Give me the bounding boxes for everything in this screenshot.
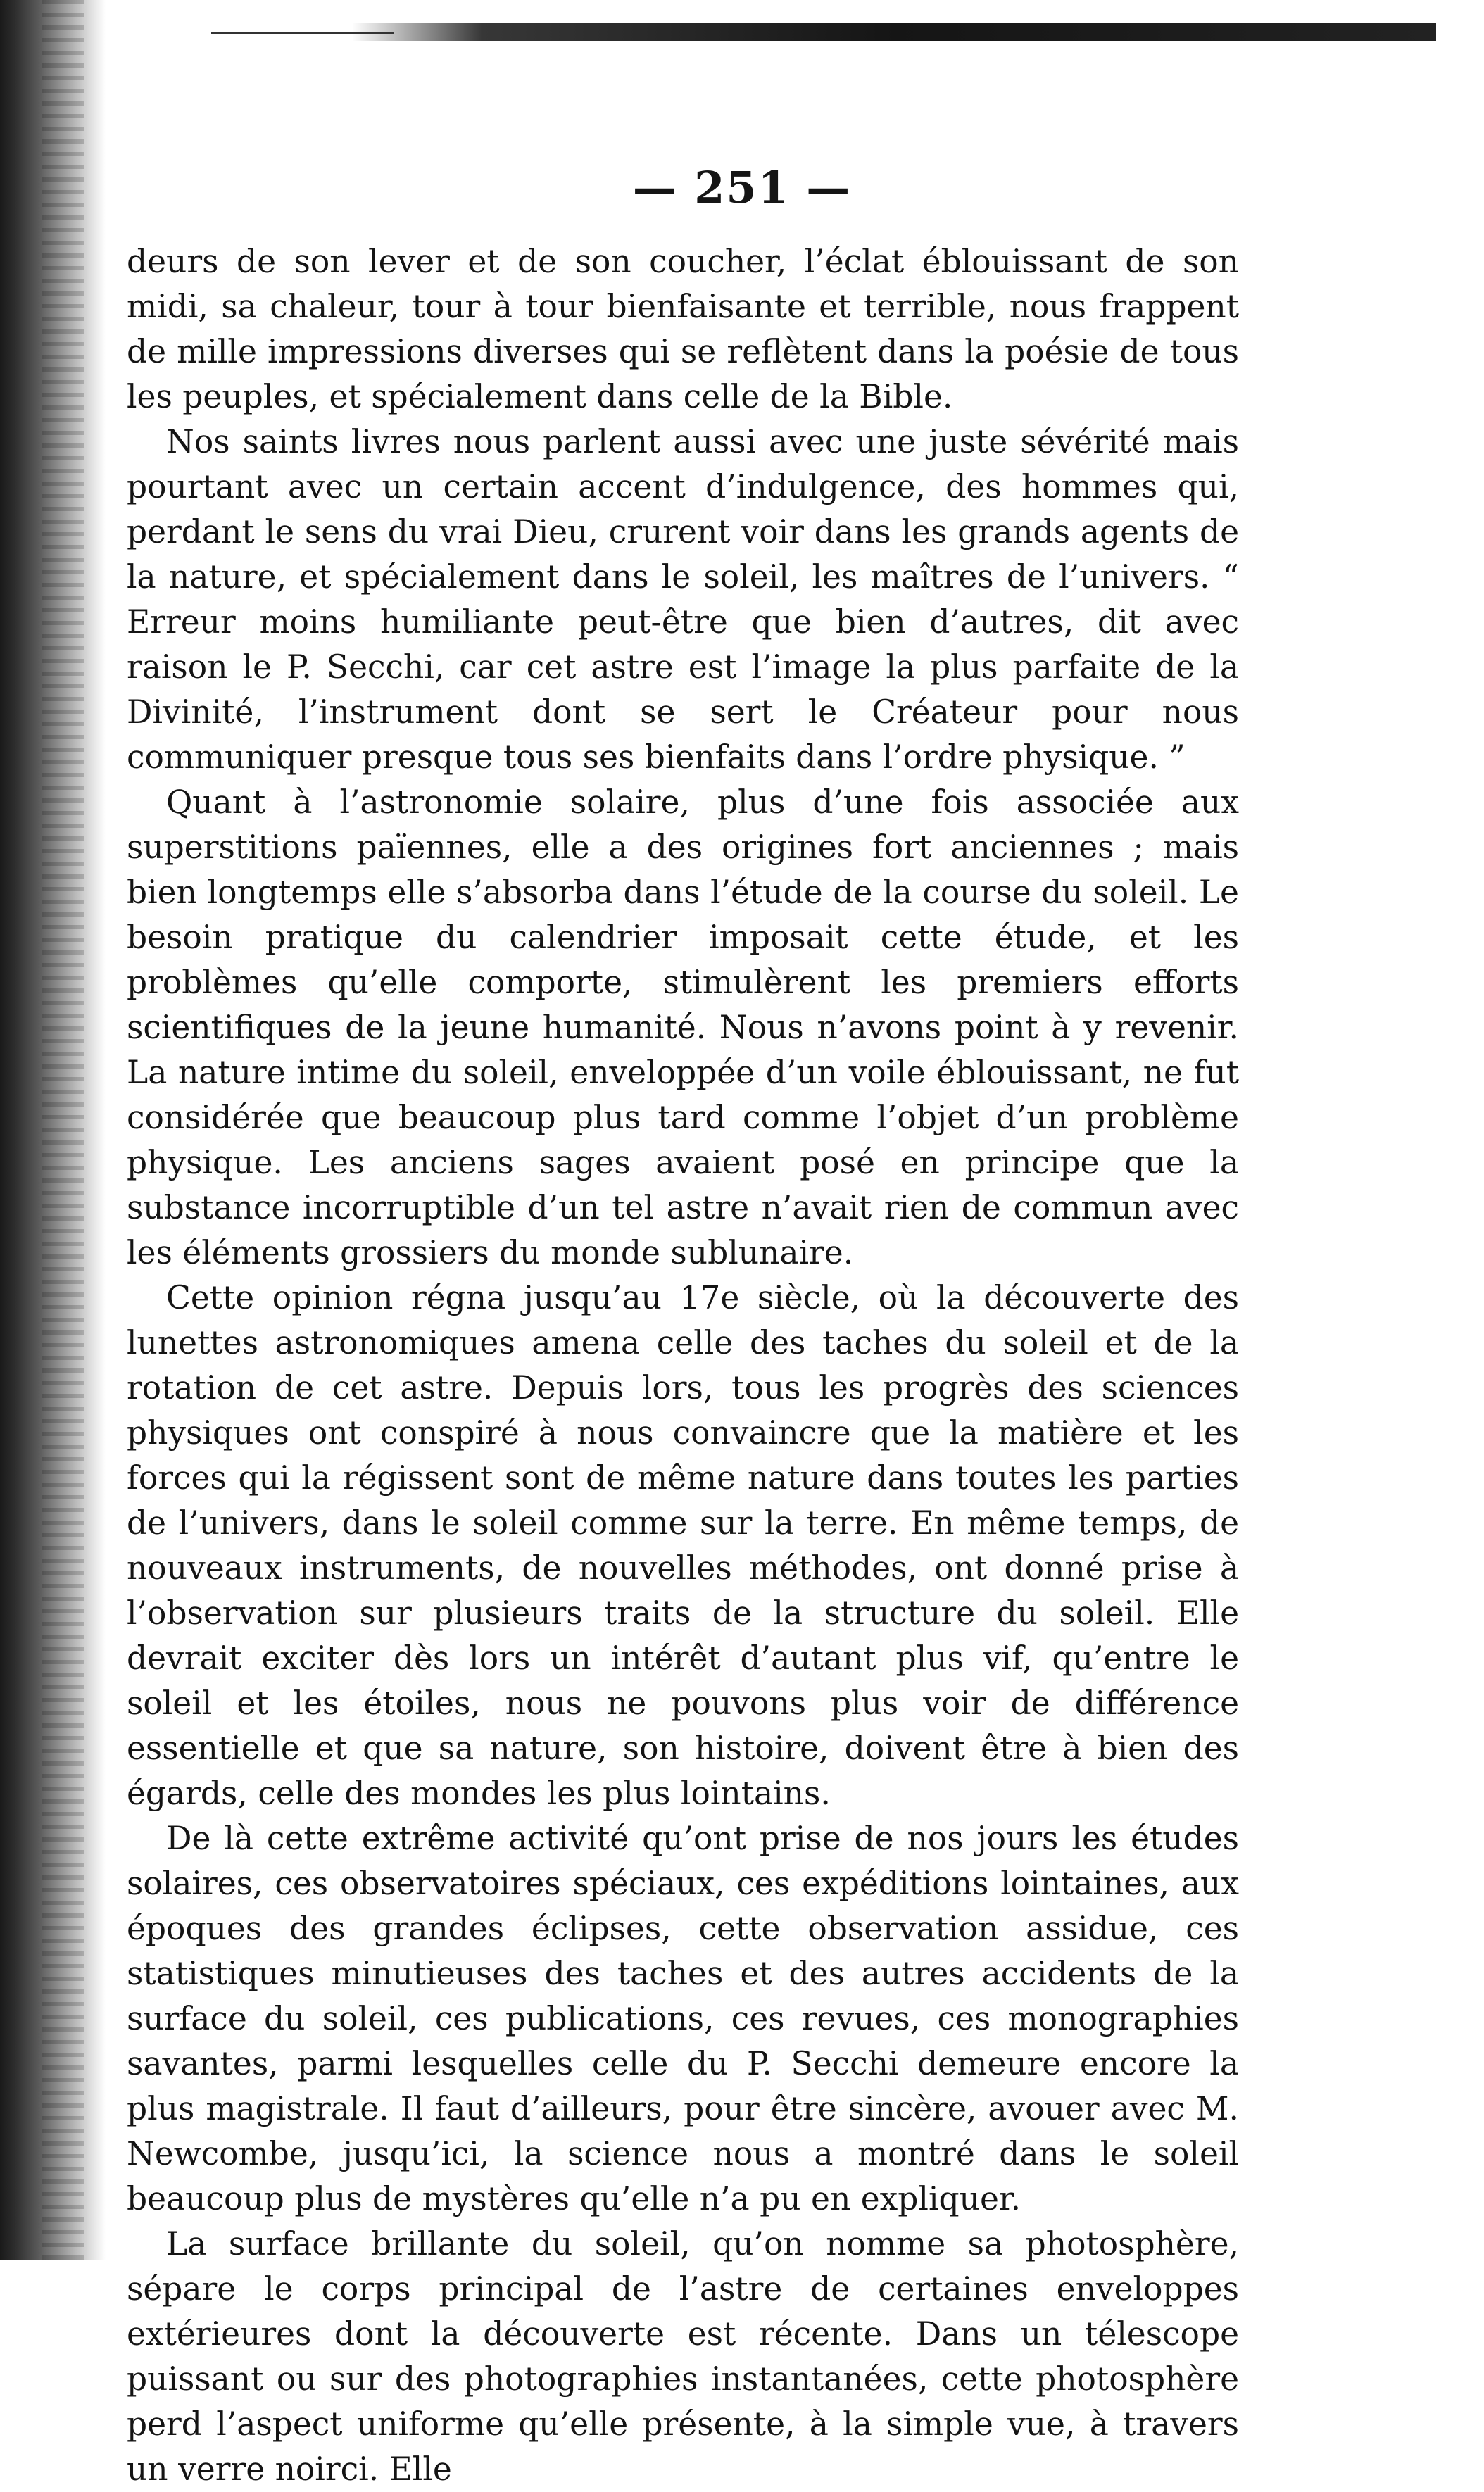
scan-binding-speckle — [42, 0, 84, 2260]
scan-top-edge-shadow — [352, 23, 1436, 41]
paragraph-6: La surface brillante du soleil, qu’on nomme sa photosphère, sépare le corps principal de l’astre de certaines enveloppes extérieures dont la découverte est récente. Dans un télescope puissant ou sur des photographies instantanées, cette photosphère perd l’aspect uniforme qu’elle présente, à la simple vue, à travers un verre noirci. Elle — [127, 2225, 1239, 2488]
paragraph-2: Nos saints livres nous parlent aussi avec une juste sévérité mais pourtant avec un certain accent d’indulgence, des hommes qui, perdant le sens du vrai Dieu, crurent voir dans les grands agents de la nature, et spécialement dans le soleil, les maîtres de l’univers. “ Erreur moins humiliante peut-être que bien d’autres, dit avec raison le P. Secchi, car cet astre est l’image la plus parfaite de la Divinité, l’instrument dont se sert le Créateur pour nous communiquer presque tous ses bienfaits dans l’ordre physique. ” — [127, 423, 1239, 776]
page-number: — 251 — — [632, 162, 852, 213]
paragraph-1: deurs de son lever et de son coucher, l’éclat éblouissant de son midi, sa chaleur, tour à tour bienfaisante et terrible, nous frappent de mille impressions diverses qui se reflètent dans la poésie de tous les peuples, et spécialement dans celle de la Bible. — [127, 243, 1239, 415]
body-text — [127, 239, 1239, 2492]
paragraph-4: Cette opinion régna jusqu’au 17e siècle, où la découverte des lunettes astronomiques amena celle des taches du soleil et de la rotation de cet astre. Depuis lors, tous les progrès des sciences physiques ont conspiré à nous convaincre que la matière et les forces qui la régissent sont de même nature dans toutes les parties de l’univers, dans le soleil comme sur la terre. En même temps, de nouveaux instruments, de nouvelles méthodes, ont donné prise à l’observation sur plusieurs traits de la structure du soleil. Elle devrait exciter dès lors un intérêt d’autant plus vif, qu’entre le soleil et les étoiles, nous ne pouvons plus voir de différence essentielle et que sa nature, son histoire, doivent être à bien des égards, celle des mondes les plus lointains. — [127, 1279, 1239, 1812]
scan-top-edge-line — [211, 32, 394, 34]
paragraph-5: De là cette extrême activité qu’ont prise de nos jours les études solaires, ces observatoires spéciaux, ces expéditions lointaines, aux époques des grandes éclipses, cette observation assidue, ces statistiques minutieuses des taches et des autres accidents de la surface du soleil, ces publications, ces revues, ces monographies savantes, parmi lesquelles celle du P. Secchi demeure encore la plus magistrale. Il faut d’ailleurs, pour être sincère, avouer avec M. Newcombe, jusqu’ici, la science nous a montré dans le soleil beaucoup plus de mystères qu’elle n’a pu en expliquer. — [127, 1820, 1239, 2217]
paragraph-3: Quant à l’astronomie solaire, plus d’une fois associée aux superstitions païennes, elle a des origines fort anciennes ; mais bien longtemps elle s’absorba dans l’étude de la course du soleil. Le besoin pratique du calendrier imposait cette étude, et les problèmes qu’elle comporte, stimulèrent les premiers efforts scientifiques de la jeune humanité. Nous n’avons point à y revenir. La nature intime du soleil, enveloppée d’un voile éblouissant, ne fut considérée que beaucoup plus tard comme l’objet d’un problème physique. Les anciens sages avaient posé en principe que la substance incorruptible d’un tel astre n’avait rien de commun avec les éléments grossiers du monde sublunaire. — [127, 784, 1239, 1271]
